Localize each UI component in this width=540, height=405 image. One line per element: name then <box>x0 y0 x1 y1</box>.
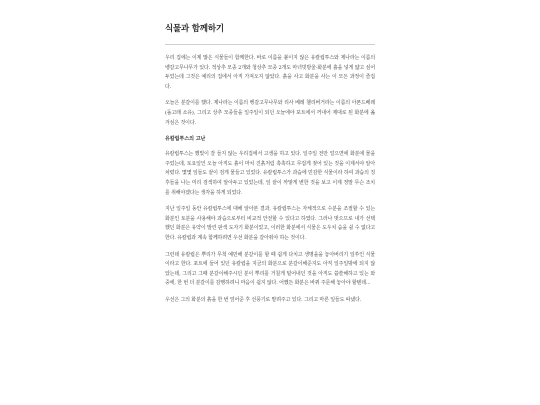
paragraph-2: 오늘은 분갈이를 했다. 제나라는 이름의 벵갈고무나무와 리사 베레 챌리버거라는 이름의 아폰드베레(돌고래 소유), 그리고 상추 모종들을 일주일이 되던 오늘에야 포트에서 꺼내어 제대로 된 화분에 옮겨심은 것이다. <box>165 100 375 126</box>
paragraph-4: 지난 일주일 동안 유칼립투스에 대해 알아본 결과, 유칼립투스는 자체적으로 수분을 조절할 수 있는 화분인 토분을 사용해야 과습으로부터 비교적 안전할 수 있다고 하였다. 그러나 벗으므로 내가 선택했던 화분은 유약이 발린 판색 도자기 화분이었고, 이러한 화분에서 식물은 도우치 숨을 쉴 수 없다고 한다. 유칼립과 계속 함께하려면 우선 화분을 갈아줘야 하는 것이다. <box>165 206 375 241</box>
article-column <box>165 22 375 312</box>
paragraph-6: 우선은 그의 화분의 흙을 한 번 엎어준 후 선풍기로 말려주고 있다. 그리고 마른 잎들도 따냈다. <box>165 296 362 303</box>
title-divider <box>165 44 375 45</box>
section-subheading: 유칼립투스의 고난 <box>165 136 206 143</box>
paragraph-3: 유칼립투스는 했빛이 잘 들지 않는 우리집에서 고생을 하고 있다. 일주일 전만 얼으면에 화분에 물을 주었는데, 토요일인 오늘 아직도 흙이 마치 진흙처럼 촉촉하고 무겁게 젖어 있는 것을 이제서야 알아차렸다. 몇몇 잎들도 끝이 검게 물들고 있었다. 유칼립투스가 과습에 민감한 식물이라 하여 과습의 징후들을 나는 미리 검색하여 알아두고 있었는데, 잎 끝이 까맣게 변한 것을 보고 이제 정말 무슨 조치를 취해야겠다는 생각을 하게 되었다. <box>165 151 375 196</box>
article-title: 식물과 함께하기 <box>165 24 224 34</box>
paragraph-5: 그런데 유칼립은 뿌리가 무척 예민해 분갈이를 할 때 쉽게 다치고 생명을을 놓아버리기 일쑤인 식물이라고 한다. 포트에 들어 있던 유칼립을 지금의 화분으로 분갈이해준지도 아직 일주일밖에 되지 않았는데, 그리고 그때 분갈이해주시던 분이 뿌리를 거칠게 털어내던 것을 아직도 씁쓸해하고 있는 와중에, 한 번 더 분갈이를 감행하려니 마음이 쉽지 않다. 어쨌든 화분은 바꿔 주문해 놓아야 할텐데... <box>165 251 375 287</box>
paragraph-1: 우리 집에는 이제 많은 식물들이 함께한다. 바로 이름을 붙이지 않은 유칼립투스와 제나라는 이름의 벵갈고무나무가 있다. 적상추 모종 2개와 청상추 모종 2개도 마녀빗방울-화분에 흙을 넣게 얇고 심어두었는데 그것은 예리의 집에서 아직 가져오지 않았다. 흙을 사고 화분을 사는 이 모든 과정이 즐겁다. <box>165 55 375 90</box>
